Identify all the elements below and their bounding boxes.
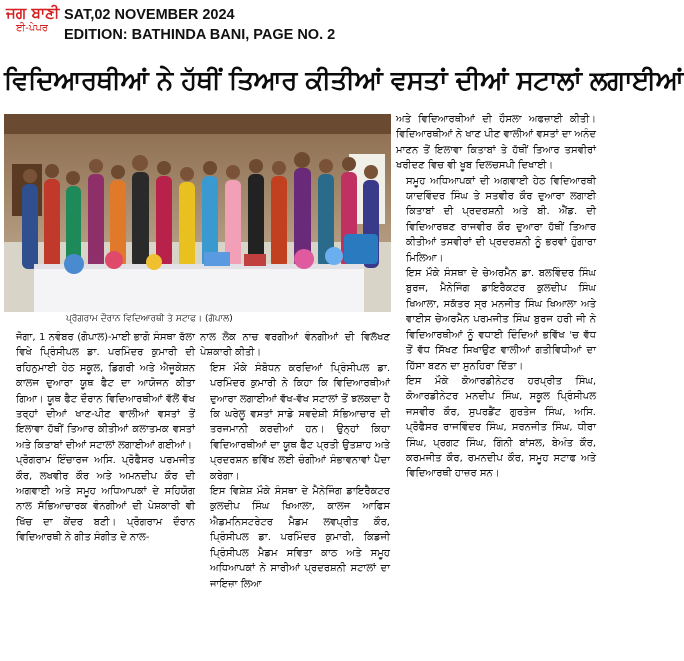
article-column-3 bbox=[396, 112, 596, 658]
edition-info bbox=[64, 5, 335, 45]
publication-date: SAT,02 NOVEMBER 2024 bbox=[64, 7, 235, 23]
paragraph: ਪ੍ਰੋਗਰਾਮ ਇੰਚਾਰਜ ਅਸਿ. ਪ੍ਰੋਫੈਸਰ ਪਰਮਜੀਤ ਕੌਰ, ਲਖਵੀਰ ਕੌਰ ਅਤੇ ਅਮਨਦੀਪ ਕੌਰ ਦੀ ਅਗਵਾਈ ਅਤੇ ਸਮੂਹ ਅਧਿਆਪਕਾਂ ਦੇ ਸਹਿਯੋਗ ਨਾਲ ਸੱਭਿਆਚਾਰਕ ਵੰਨਗੀਆਂ ਦੀ ਪੇਸ਼ਕਾਰੀ ਵੀ ਖਿੱਚ ਦਾ ਕੇਂਦਰ ਬਣੀ। ਪ੍ਰੋਗਰਾਮ ਦੌਰਾਨ ਵਿਦਿਆਰਥੀ ਨੇ ਗੀਤ ਸੰਗੀਤ ਦੇ ਨਾਲ- bbox=[16, 455, 195, 544]
paragraph: ਜੋਗਾ, 1 ਨਵੰਬਰ (ਗੋਪਾਲ)-ਮਾਈ ਭਾਗੋ ਸੰਸਥਾ ਰੱਲਾ ਵਿਖੇ ਪ੍ਰਿੰਸੀਪਲ ਡਾ. ਪਰਮਿੰਦਰ ਕੁਮਾਰੀ ਦੀ ਰਹਿਨੁਮਾਈ ਹੇਠ ਸਕੂਲ, ਡਿਗਰੀ ਅਤੇ ਐਜੂਕੇਸ਼ਨ ਕਾਲਜ ਦੁਆਰਾ ਯੂਥ ਫੈਟ ਦਾ ਆਯੋਜਨ ਕੀਤਾ ਗਿਆ। ਯੂਥ ਫੈਟ ਦੌਰਾਨ ਵਿਦਿਆਰਥੀਆਂ ਵੱਲੋਂ ਵੱਖ ਤਰ੍ਹਾਂ ਦੀਆਂ ਖਾਣ-ਪੀਣ ਵਾਲੀਆਂ ਵਸਤਾਂ ਤੋਂ ਇਲਾਵਾ ਹੱਥੀਂ ਤਿਆਰ ਕੀਤੀਆਂ ਕਲਾਤਮਕ ਵਸਤਾਂ ਅਤੇ ਕਿਤਾਬਾਂ ਦੀਆਂ ਸਟਾਲਾਂ ਲਗਾਈਆਂ ਗਈਆਂ। bbox=[16, 332, 195, 451]
article-headline: ਵਿਦਿਆਰਥੀਆਂ ਨੇ ਹੱਥੀਂ ਤਿਆਰ ਕੀਤੀਆਂ ਵਸਤਾਂ ਦੀਆਂ ਸਟਾਲਾਂ ਲਗਾਈਆਂ bbox=[4, 66, 684, 96]
edition-page: EDITION: BATHINDA BANI, PAGE NO. 2 bbox=[64, 27, 336, 43]
paragraph: ਇਸ ਮੌਕੇ ਸੰਸਥਾ ਦੇ ਚੇਅਰਮੈਨ ਡਾ. ਬਲਵਿੰਦਰ ਸਿੰਘ ਬੁਰਜ, ਮੈਨੇਜਿੰਗ ਡਾਇਰੈਕਟਰ ਕੁਲਦੀਪ ਸਿੰਘ ਖਿਆਲਾ, ਸਕੱਤਰ ਸ੍ਰ ਮਨਜੀਤ ਸਿੰਘ ਖਿਆਲਾ ਅਤੇ ਵਾਈਸ ਚੇਅਰਮੈਨ ਪਰਮਜੀਤ ਸਿੰਘ ਬੁਰਜ ਹਰੀ ਜੀ ਨੇ ਵਿਦਿਆਰਥੀਆਂ ਨੂੰ ਵਧਾਈ ਦਿੰਦਿਆਂ ਭਵਿੱਖ 'ਚ ਵੱਧ ਤੋਂ ਵੱਧ ਸਿੱਖਣ ਸਿਖਾਉਣ ਵਾਲੀਆਂ ਗਤੀਵਿਧੀਆਂ ਦਾ ਹਿੱਸਾ ਬਣਨ ਦਾ ਸੁਨਹਿਰਾ ਦਿੱਤਾ। bbox=[406, 268, 596, 372]
article-column-2 bbox=[200, 330, 390, 658]
article-column-1 bbox=[6, 330, 195, 658]
jag-bani-logo bbox=[6, 4, 58, 48]
paragraph: ਅਤੇ ਵਿਦਿਆਰਥੀਆਂ ਦੀ ਹੌਸਲਾ ਅਫਜ਼ਾਈ ਕੀਤੀ। ਵਿਦਿਆਰਥੀਆਂ ਨੇ ਖਾਣ ਪੀਣ ਵਾਲੀਆਂ ਵਸਤਾਂ ਦਾ ਅਨੰਦ ਮਾਣਨ ਤੋਂ ਇਲਾਵਾ ਕਿਤਾਬਾਂ ਤੇ ਹੱਥੀਂ ਤਿਆਰ ਤਸਵੀਰਾਂ ਖਰੀਦਣ ਵਿਚ ਵੀ ਖੂਬ ਦਿਲਚਸਪੀ ਦਿਖਾਈ। bbox=[396, 114, 596, 172]
paragraph: ਇਸ ਵਿਸ਼ੇਸ਼ ਮੌਕੇ ਸੰਸਥਾ ਦੇ ਮੈਨੇਜਿੰਗ ਡਾਇਰੈਕਟਰ ਕੁਲਦੀਪ ਸਿੰਘ ਖਿਆਲਾ, ਕਾਲਜ ਆਫਿਸ ਐਡਮਨਿਸਟਰੇਟਰ ਮੈਡਮ ਲਵਪ੍ਰੀਤ ਕੌਰ, ਪ੍ਰਿੰਸੀਪਲ ਡਾ. ਪਰਮਿੰਦਰ ਕੁਮਾਰੀ, ਕਿਡਜੀ ਪ੍ਰਿੰਸੀਪਲ ਮੈਡਮ ਸਵਿਤਾ ਕਾਠ ਅਤੇ ਸਮੂਹ ਅਧਿਆਪਕਾਂ ਨੇ ਸਾਰੀਆਂ ਪ੍ਰਦਰਸ਼ਨੀ ਸਟਾਲਾਂ ਦਾ ਜਾਇਜ਼ਾ ਲਿਆ bbox=[210, 486, 390, 590]
paragraph: ਨਾਲ ਲੋਕ ਨਾਚ ਵਰਗੀਆਂ ਵੰਨਗੀਆਂ ਦੀ ਵਿਲੱਖਣ ਪੇਸ਼ਕਾਰੀ ਕੀਤੀ। bbox=[200, 332, 390, 359]
logo-subtitle: ਈ-ਪੇਪਰ bbox=[16, 23, 48, 34]
article-photo bbox=[4, 114, 391, 312]
paragraph: ਸਮੂਹ ਅਧਿਆਪਕਾਂ ਦੀ ਅਗਵਾਈ ਹੇਠ ਵਿਦਿਆਰਥੀ ਯਾਦਵਿੰਦਰ ਸਿੰਘ ਤੇ ਸਤਵੀਰ ਕੌਰ ਦੁਆਰਾ ਲਗਾਈ ਕਿਤਾਬਾਂ ਦੀ ਪ੍ਰਦਰਸ਼ਨੀ ਅਤੇ ਬੀ. ਐੱਡ. ਦੀ ਵਿਦਿਆਰਥਣ ਰਾਜਵੀਰ ਕੌਰ ਦੁਆਰਾ ਹੱਥੀਂ ਤਿਆਰ ਕੀਤੀਆਂ ਤਸਵੀਰਾਂ ਦੀ ਪ੍ਰਦਰਸ਼ਨੀ ਨੂੰ ਭਰਵਾਂ ਹੁੰਗਾਰਾ ਮਿਲਿਆ। bbox=[406, 175, 596, 264]
photo-caption: ਪ੍ਰੋਗਰਾਮ ਦੌਰਾਨ ਵਿਦਿਆਰਥੀ ਤੇ ਸਟਾਫ। (ਗੋਪਾਲ) bbox=[66, 314, 233, 324]
logo-title: ਜਗ ਬਾਣੀ bbox=[6, 4, 60, 22]
masthead bbox=[0, 0, 601, 52]
paragraph: ਇਸ ਮੌਕੇ ਸੰਬੋਧਨ ਕਰਦਿਆਂ ਪ੍ਰਿੰਸੀਪਲ ਡਾ. ਪਰਮਿੰਦਰ ਕੁਮਾਰੀ ਨੇ ਕਿਹਾ ਕਿ ਵਿਦਿਆਰਥੀਆਂ ਦੁਆਰਾ ਲਗਾਈਆਂ ਵੱਖ-ਵੱਖ ਸਟਾਲਾਂ ਤੋਂ ਝਲਕਦਾ ਹੈ ਕਿ ਘਰੇਲੂ ਵਸਤਾਂ ਸਾਡੇ ਸਵਦੇਸ਼ੀ ਸੱਭਿਆਚਾਰ ਦੀ ਤਰਜਮਾਨੀ ਕਰਦੀਆਂ ਹਨ। ਉਨ੍ਹਾਂ ਕਿਹਾ ਵਿਦਿਆਰਥੀਆਂ ਦਾ ਯੂਥ ਫੈਟ ਪ੍ਰਤੀ ਉਤਸ਼ਾਹ ਅਤੇ ਪ੍ਰਦਰਸ਼ਨ ਭਵਿੱਖ ਲਈ ਚੰਗੀਆਂ ਸੰਭਾਵਨਾਵਾਂ ਪੈਦਾ ਕਰੇਗਾ। bbox=[210, 362, 390, 482]
paragraph: ਇਸ ਮੌਕੇ ਕੋਆਰਡੀਨੇਟਰ ਹਰਪ੍ਰੀਤ ਸਿੰਘ, ਕੋਆਰਡੀਨੇਟਰ ਮਨਦੀਪ ਸਿੰਘ, ਸਕੂਲ ਪ੍ਰਿੰਸੀਪਲ ਜਸਵੀਰ ਕੌਰ, ਸੁਪਰਡੈਂਟ ਗੁਰਤੇਜ ਸਿੰਘ, ਅਸਿ. ਪ੍ਰੋਫੈਸਰ ਰਾਜਵਿੰਦਰ ਸਿੰਘ, ਸਰਨਜੀਤ ਸਿੰਘ, ਧੀਰਾ ਸਿੰਘ, ਪ੍ਰਗਟ ਸਿੰਘ, ਗਿੰਨੀ ਬਾਂਸਲ, ਬੇਅੰਤ ਕੌਰ, ਕਰਮਜੀਤ ਕੌਰ, ਰਮਨਦੀਪ ਕੌਰ, ਸਮੂਹ ਸਟਾਫ ਅਤੇ ਵਿਦਿਆਰਥੀ ਹਾਜ਼ਰ ਸਨ। bbox=[406, 375, 596, 480]
